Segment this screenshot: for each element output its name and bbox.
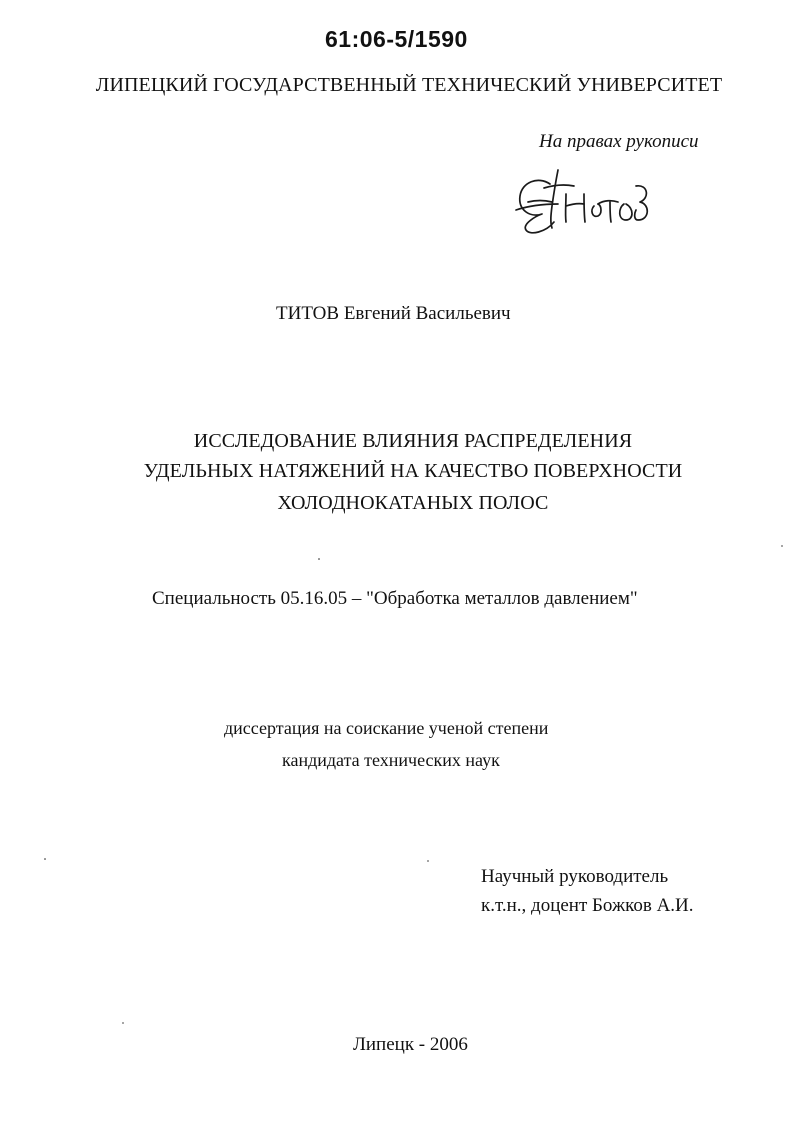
scan-speck — [44, 858, 46, 860]
author-signature — [508, 166, 650, 238]
advisor-name: к.т.н., доцент Божков А.И. — [481, 895, 694, 916]
scan-speck — [427, 860, 429, 862]
scan-speck — [318, 558, 320, 560]
manuscript-rights-note: На правах рукописи — [539, 131, 699, 152]
author-name: ТИТОВ Евгений Васильевич — [276, 303, 511, 324]
advisor-label: Научный руководитель — [481, 866, 669, 887]
city-year: Липецк - 2006 — [353, 1034, 468, 1055]
dissertation-title-line-3: ХОЛОДНОКАТАНЫХ ПОЛОС — [277, 492, 549, 514]
dissertation-title-line-1: ИССЛЕДОВАНИЕ ВЛИЯНИЯ РАСПРЕДЕЛЕНИЯ — [193, 430, 633, 452]
degree-line-2: кандидата технических наук — [282, 750, 500, 770]
dissertation-title-line-2: УДЕЛЬНЫХ НАТЯЖЕНИЙ НА КАЧЕСТВО ПОВЕРХНОСТИ — [143, 460, 683, 482]
degree-line-1: диссертация на соискание ученой степени — [224, 718, 549, 738]
scan-speck — [781, 545, 783, 547]
university-name: ЛИПЕЦКИЙ ГОСУДАРСТВЕННЫЙ ТЕХНИЧЕСКИЙ УНИВЕРСИТЕТ — [95, 74, 723, 96]
specialty-line: Специальность 05.16.05 – "Обработка металлов давлением" — [152, 588, 638, 609]
catalog-stamp-number: 61:06-5/1590 — [325, 26, 468, 52]
scan-speck — [122, 1022, 124, 1024]
